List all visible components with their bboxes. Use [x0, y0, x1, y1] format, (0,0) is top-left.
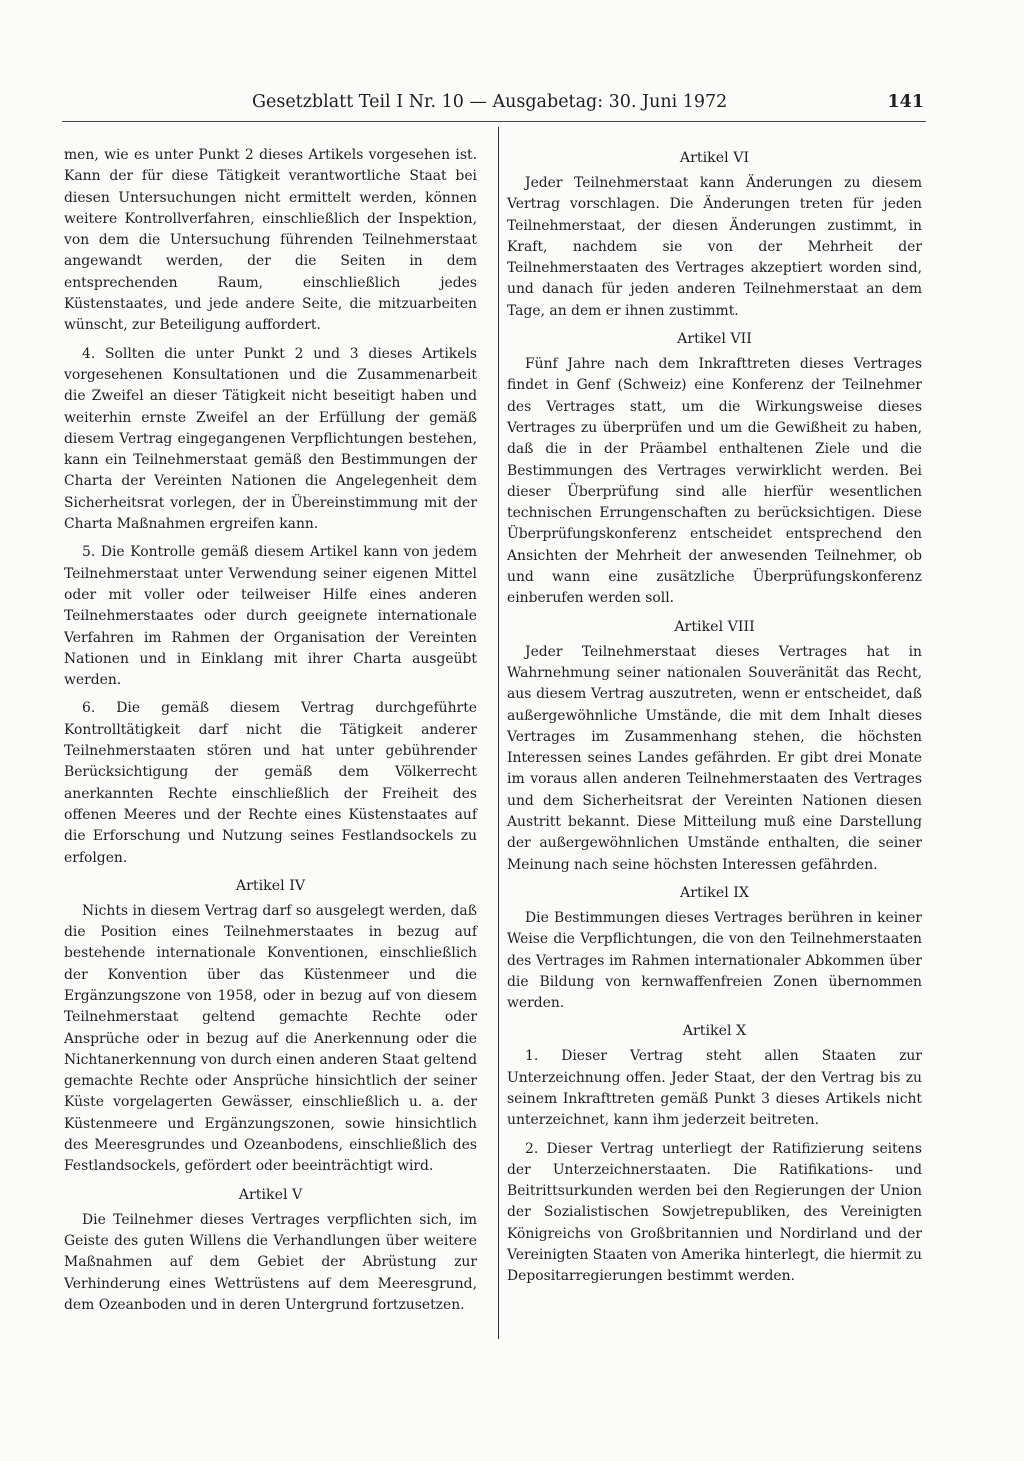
article-v-text: Die Teilnehmer dieses Vertrages verpflichten sich, im Geiste des guten Willens die Verhandlungen über weitere Maßnahmen auf dem Gebiet der Abrüstung zur Verhinderung eines Wettrüstens auf dem Meeresgrund, dem Ozeanboden und in deren Untergrund fortzusetzen. — [64, 1211, 477, 1313]
paragraph-point-4: 4. Sollten die unter Punkt 2 und 3 dieses Artikels vorgesehenen Konsultationen und die Zusammenarbeit die Zweifel an dieser Tätigkeit nicht beseitigt haben und weiterhin ernste Zweifel an der Erfüllung der gemäß diesem Vertrag eingegangenen Verpflichtungen bestehen, kann ein Teilnehmerstaat gemäß den Bestimmungen der Charta der Vereinten Nationen die Angelegenheit dem Sicherheitsrat vorlegen, der in Übereinstimmung mit der Charta Maßnahmen ergreifen kann. — [64, 345, 477, 533]
article-x-point-2: 2. Dieser Vertrag unterliegt der Ratifizierung seitens der Unterzeichnerstaaten. Die Ratifikations- und Beitrittsurkunden werden bei den Regierungen der Union der Sozialistischen Sowjetrepubliken, des Vereinigten Königreichs von Großbritannien und Nordirland und der Vereinigten Staaten von Amerika hinterlegt, die hiermit zu Depositarregierungen bestimmt werden. — [507, 1140, 922, 1285]
article-vii-heading: Artikel VII — [677, 331, 752, 348]
article-x-heading: Artikel X — [682, 1023, 747, 1040]
page-header — [252, 92, 924, 116]
page-number: 141 — [887, 92, 924, 112]
article-v-heading: Artikel V — [238, 1186, 303, 1203]
header-title: Gesetzblatt Teil I Nr. 10 — Ausgabetag: 30. Juni 1972 — [252, 92, 728, 112]
article-iv-text: Nichts in diesem Vertrag darf so ausgelegt werden, daß die Position eines Teilnehmerstaates in bezug auf bestehende internationale Konventionen, einschließlich der Konvention über das Küstenmeer und die Ergänzungszone von 1958, oder in bezug auf von diesem Teilnehmerstaat geltend gemachte Rechte oder Ansprüche oder in bezug auf die Anerkennung oder die Nichtanerkennung von durch einen anderen Staat geltend gemachte Rechte oder Ansprüche hinsichtlich der seiner Küste vorgelagerten Gewässer, einschließlich u. a. der Küstenmeere und Ergänzungszonen, sowie hinsichtlich des Meeresgrundes und Ozeanbodens, einschließlich des Festlandsockels, gefördert oder beeinträchtigt wird. — [64, 902, 477, 1175]
left-column — [64, 145, 477, 1323]
article-ix-heading: Artikel IX — [679, 884, 749, 901]
article-vi-heading: Artikel VI — [679, 150, 750, 166]
column-divider — [498, 127, 499, 1339]
article-vi-text: Jeder Teilnehmerstaat kann Änderungen zu diesem Vertrag vorschlagen. Die Änderungen treten für jeden Teilnehmerstaat, der diesen Änderungen zustimmt, in Kraft, nachdem sie von der Mehrheit der Teilnehmerstaaten des Vertrages akzeptiert worden sind, und danach für jeden anderen Teilnehmerstaat an dem Tage, an dem er ihnen zustimmt. — [507, 175, 922, 319]
paragraph-point-6: 6. Die gemäß diesem Vertrag durchgeführte Kontrolltätigkeit darf nicht die Tätigkeit anderer Teilnehmerstaaten stören und hat unter gebührender Berücksichtigung der gemäß dem Völkerrecht anerkannten Rechte einschließlich der Freiheit des offenen Meeres und der Rechte eines Küstenstaates auf die Erforschung und Nutzung seines Festlandsockels zu erfolgen. — [64, 700, 477, 866]
article-vii-text: Fünf Jahre nach dem Inkrafttreten dieses Vertrages findet in Genf (Schweiz) eine Konferenz der Teilnehmer des Vertrages statt, um die Wirkungsweise dieses Vertrages zu überprüfen und um die Gewißheit zu haben, daß die in der Präambel enthaltenen Ziele und die Bestimmungen des Vertrages verwirklicht werden. Bei dieser Überprüfung sind alle hierfür wesentlichen technischen Errungenschaften zu berücksichtigen. Diese Überprüfungskonferenz entscheidet entsprechend den Ansichten der Mehrheit der anwesenden Teilnehmer, ob und wann eine zusätzliche Überprüfungskonferenz einberufen werden soll. — [507, 356, 922, 607]
header-rule — [62, 121, 926, 122]
right-column — [507, 148, 922, 1295]
article-viii-text: Jeder Teilnehmerstaat dieses Vertrages hat in Wahrnehmung seiner nationalen Souveränität das Recht, aus diesem Vertrag auszutreten, wenn er entscheidet, daß außergewöhnliche Umstände, die mit dem Inhalt dieses Vertrages im Zusammenhang stehen, die höchsten Interessen seines Landes gefährden. Er gibt drei Monate im voraus allen anderen Teilnehmerstaaten des Vertrages und dem Sicherheitsrat der Vereinten Nationen diesen Austritt bekannt. Diese Mitteilung muß eine Darstellung der außergewöhnlichen Umstände enthalten, die seiner Meinung nach seine höchsten Interessen gefährden. — [507, 643, 922, 873]
paragraph-point-5: 5. Die Kontrolle gemäß diesem Artikel kann von jedem Teilnehmerstaat unter Verwendung seiner eigenen Mittel oder mit voller oder teilweiser Hilfe eines anderen Teilnehmerstaates oder durch geeignete internationale Verfahren im Rahmen der Organisation der Vereinten Nationen und in Einklang mit ihrer Charta ausgeübt werden. — [64, 544, 477, 689]
article-ix-text: Die Bestimmungen dieses Vertrages berühren in keiner Weise die Verpflichtungen, die von den Teilnehmerstaaten des Vertrages im Rahmen internationaler Abkommen über die Bildung von kernwaffenfreien Zonen übernommen werden. — [507, 909, 922, 1012]
article-x-point-1: 1. Dieser Vertrag steht allen Staaten zur Unterzeichnung offen. Jeder Staat, der den Vertrag bis zu seinem Inkrafttreten gemäß Punkt 3 dieses Artikels nicht unterzeichnet, kann ihm jederzeit beitreten. — [507, 1048, 922, 1129]
article-iv-heading: Artikel IV — [235, 877, 306, 894]
article-viii-heading: Artikel VIII — [674, 618, 755, 635]
paragraph-continuation: men, wie es unter Punkt 2 dieses Artikels vorgesehen ist. Kann der für diese Tätigkeit verantwortliche Staat bei diesen Untersuchungen nicht ermittelt werden, können weitere Kontrollverfahren, einschließlich der Inspektion, von dem die Untersuchung führenden Teilnehmerstaat angewandt werden, der die Seiten in dem entsprechenden Raum, einschließlich jedes Küstenstaates, und jede andere Seite, die mitzuarbeiten wünscht, zur Beteiligung auffordert. — [64, 147, 477, 334]
